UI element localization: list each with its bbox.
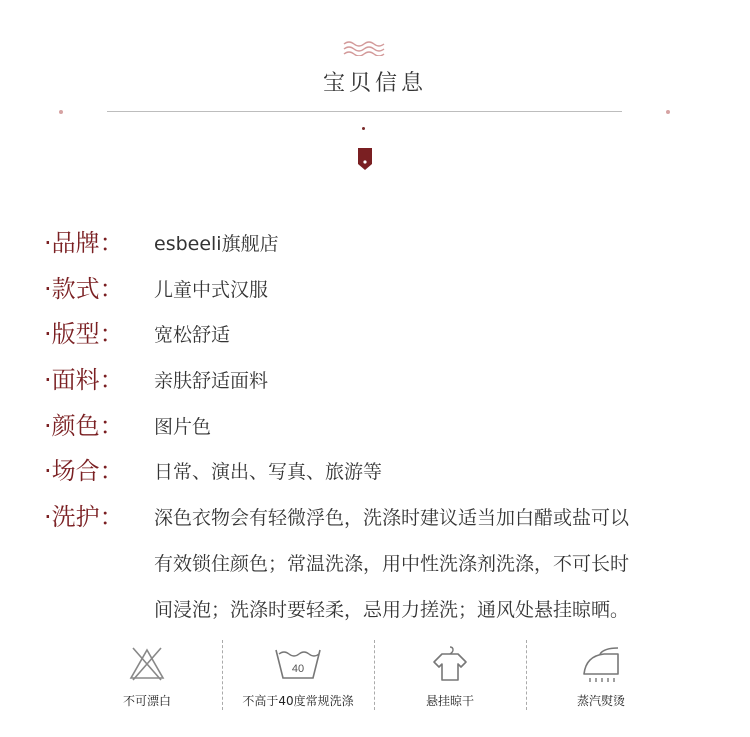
steam-iron-icon bbox=[578, 644, 624, 684]
detail-label: ·款式： bbox=[44, 275, 124, 303]
care-caption: 不高于40度常规洗涤 bbox=[242, 694, 354, 708]
no-bleach-icon bbox=[128, 644, 166, 684]
detail-value: 儿童中式汉服 bbox=[154, 279, 269, 301]
page-title: 宝贝信息 bbox=[322, 71, 427, 96]
detail-label: ·版型： bbox=[44, 320, 124, 348]
detail-value: 日常、演出、写真、旅游等 bbox=[154, 461, 383, 483]
detail-value: 宽松舒适 bbox=[154, 324, 231, 346]
care-line: 间浸泡；洗涤时要轻柔，忌用力搓洗；通风处悬挂晾晒。 bbox=[154, 599, 630, 621]
care-item-no-bleach bbox=[72, 640, 222, 712]
wash-temperature: 40 bbox=[291, 663, 305, 675]
care-caption: 悬挂晾干 bbox=[425, 694, 474, 708]
divider-dot-left bbox=[59, 110, 63, 114]
care-item-wash-40 bbox=[222, 640, 374, 712]
detail-value: 图片色 bbox=[154, 416, 212, 438]
detail-label: ·品牌： bbox=[44, 229, 124, 257]
care-caption: 蒸汽熨烫 bbox=[576, 694, 625, 708]
divider-dot-right bbox=[666, 110, 670, 114]
tag-ornament-icon bbox=[357, 148, 373, 170]
wash-40-icon bbox=[273, 644, 323, 684]
detail-value: esbeeli旗舰店 bbox=[154, 233, 279, 255]
detail-value: 亲肤舒适面料 bbox=[154, 370, 269, 392]
detail-label: ·颜色： bbox=[44, 412, 124, 440]
care-item-steam-iron bbox=[526, 640, 676, 712]
detail-label: ·洗护： bbox=[44, 503, 124, 531]
care-caption: 不可漂白 bbox=[122, 694, 171, 708]
tag-string-dot bbox=[362, 127, 365, 130]
care-line: 深色衣物会有轻微浮色，洗涤时建议适当加白醋或盐可以 bbox=[154, 507, 630, 529]
detail-label: ·面料： bbox=[44, 366, 124, 394]
care-item-hang-dry bbox=[374, 640, 526, 712]
care-line: 有效锁住颜色；常温洗涤，用中性洗涤剂洗涤，不可长时 bbox=[154, 553, 630, 575]
header-divider bbox=[107, 111, 622, 112]
wave-ornament-icon bbox=[342, 40, 386, 56]
hang-dry-icon bbox=[430, 644, 470, 684]
detail-label: ·场合： bbox=[44, 457, 124, 485]
